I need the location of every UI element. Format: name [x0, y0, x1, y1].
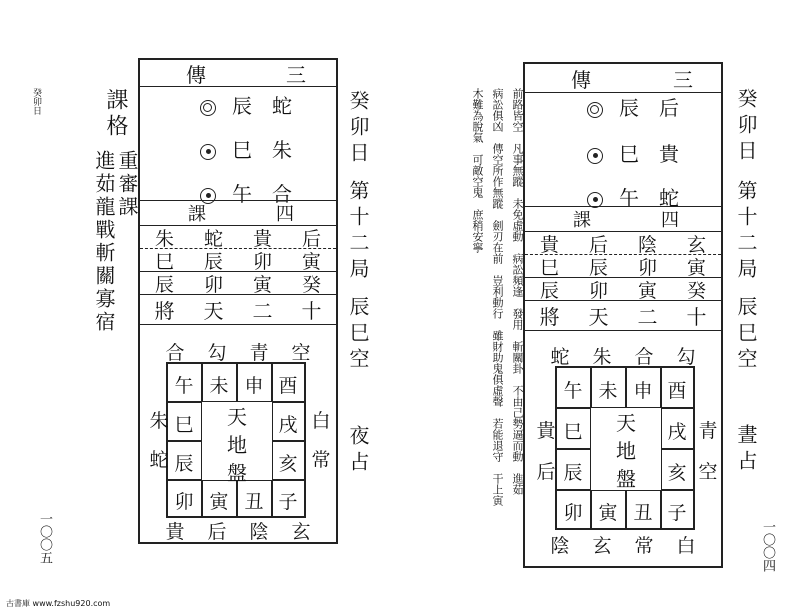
- ke-row-1: 貴 后 陰 玄: [539, 233, 706, 256]
- chuan-header-num: 三: [673, 67, 693, 92]
- chuan-header-label: 傳: [186, 62, 206, 87]
- ke-header-num: 四: [661, 210, 679, 231]
- ke-row-1: 朱 蛇 貴 后: [154, 227, 321, 250]
- double-circle-icon: [200, 100, 216, 116]
- dot-circle-icon: [587, 148, 603, 164]
- plate-right-2: 空: [698, 461, 718, 483]
- chuan-row-1: 辰 后: [587, 92, 679, 121]
- jiang-header: 將 天 二 十: [154, 298, 322, 323]
- chuan-row-3: 午 蛇: [587, 182, 679, 211]
- plate-right-1: 青: [698, 420, 718, 442]
- left-kong: 辰巳空: [346, 296, 370, 374]
- watermark-footer: 古書庫 www.fzshu920.com: [6, 599, 111, 608]
- left-header-small: 癸卯日: [31, 88, 41, 115]
- note-col-3: 木難為脫氣 可敵空鬼 庶稍安寧: [471, 88, 484, 253]
- right-title: 癸卯日: [734, 88, 758, 166]
- ke-row-2: 巳 辰 卯 寅: [539, 256, 706, 279]
- plate-left-2: 蛇: [149, 449, 169, 471]
- ke-ge-label: 課格: [103, 88, 128, 140]
- ke-header-num: 四: [276, 204, 294, 225]
- plate-top: 合 勾 青 空: [165, 341, 311, 364]
- plate-center: 天 地 盤: [616, 411, 636, 491]
- plate-left-2: 后: [536, 461, 556, 483]
- tian-di-plate: 午 未 申 酉 巳 辰 戌 亥 卯 寅 丑 子 天 地 盤: [555, 366, 695, 530]
- ke-ge-item-1: 重審課: [115, 150, 139, 219]
- chuan-row-2: 巳 朱: [200, 134, 292, 163]
- ke-ge-item-2: 進茹龍戰斬關寡宿: [92, 150, 116, 334]
- left-title: 癸卯日: [346, 90, 370, 168]
- left-ju: 第十二局: [346, 180, 370, 284]
- chuan-row-1: 辰 蛇: [200, 90, 292, 119]
- chuan-header-num: 三: [286, 62, 306, 87]
- chuan-row-2: 巳 貴: [587, 138, 679, 167]
- ke-header-label: 課: [573, 210, 591, 231]
- plate-bottom: 貴 后 陰 玄: [165, 520, 311, 543]
- chuan-row-3: 午 合: [200, 178, 292, 207]
- right-zhan: 晝占: [734, 424, 758, 476]
- plate-left-1: 貴: [536, 420, 556, 442]
- tian-di-plate: 午 未 申 酉 巳 辰 戌 亥 卯 寅 丑 子 天 地 盤: [166, 362, 306, 518]
- note-col-2: 病訟俱凶 傳空所作無蹤 劍刃在前 豈利動行 雖財助鬼俱虛聲 若能退守 干上寅: [491, 88, 504, 506]
- right-chart-box: [523, 62, 723, 568]
- plate-right-2: 常: [311, 449, 331, 471]
- right-ju: 第十二局: [734, 180, 758, 284]
- plate-bottom: 陰 玄 常 白: [550, 534, 696, 557]
- left-zhan: 夜占: [346, 425, 370, 477]
- left-page-number: 一〇〇五: [37, 512, 52, 564]
- chuan-header-label: 傳: [571, 67, 591, 92]
- plate-center: 天 地 盤: [227, 405, 247, 485]
- ke-header-label: 課: [188, 204, 206, 225]
- plate-right-1: 白: [311, 410, 331, 432]
- ke-row-3: 辰 卯 寅 癸: [539, 279, 706, 302]
- ke-row-3: 辰 卯 寅 癸: [154, 273, 321, 296]
- jiang-header: 將 天 二 十: [539, 304, 707, 329]
- left-chart-box: [138, 58, 338, 544]
- note-col-1: 前路皆空 凡事無蹤 未免虛動 病訟頻逢 發用 斬關卦 不由己勢逼而動 進茹: [511, 88, 524, 495]
- right-page-number: 一〇〇四: [760, 520, 775, 572]
- ke-row-2: 巳 辰 卯 寅: [154, 250, 321, 273]
- plate-left-1: 朱: [149, 410, 169, 432]
- right-kong: 辰巳空: [734, 296, 758, 374]
- double-circle-icon: [587, 102, 603, 118]
- plate-top: 蛇 朱 合 勾: [550, 345, 696, 368]
- dot-circle-icon: [200, 144, 216, 160]
